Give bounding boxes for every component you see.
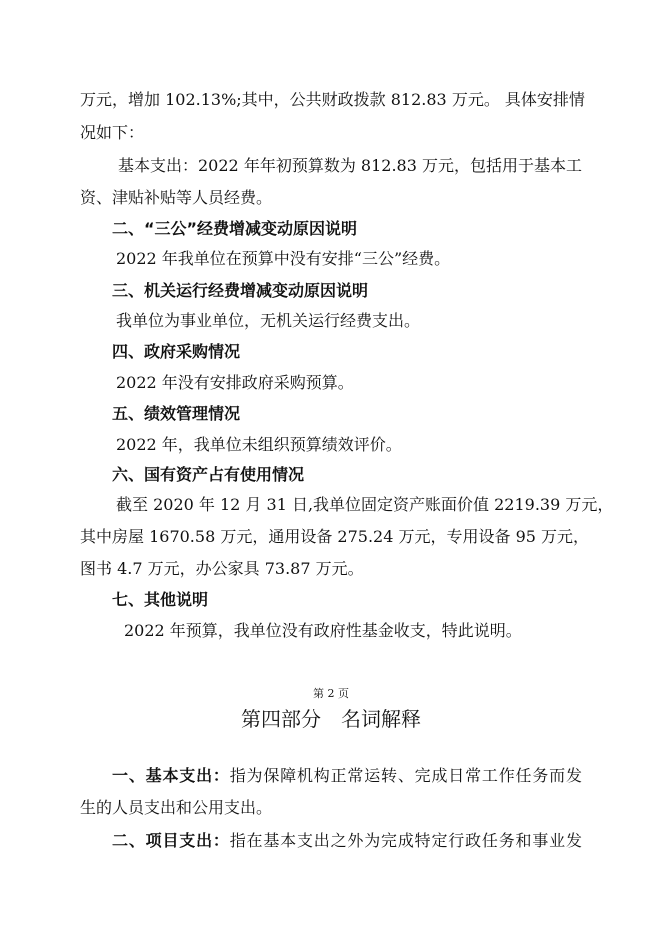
paragraph-line: 生的人员支出和公用支出。 [80, 798, 273, 817]
paragraph-line: 2022 年没有安排政府采购预算。 [116, 373, 354, 392]
term-label: 二、项目支出： [112, 831, 230, 850]
term-definition [112, 766, 582, 786]
paragraph-line: 万元，增加 102.13%;其中，公共财政拨款 812.83 万元。 具体安排情 [80, 90, 585, 109]
paragraph-line: 其中房屋 1670.58 万元，通用设备 275.24 万元，专用设备 95 万元， [80, 527, 590, 546]
paragraph-line: 2022 年，我单位未组织预算绩效评价。 [116, 435, 402, 454]
section-heading: 四、政府采购情况 [112, 342, 241, 361]
section-heading: 七、其他说明 [112, 590, 209, 609]
paragraph-line: 图书 4.7 万元，办公家具 73.87 万元。 [80, 559, 364, 578]
page-number: 第 2 页 [313, 687, 349, 700]
term-text: 指为保障机构正常运转、完成日常工作任务而发 [229, 766, 582, 785]
term-text: 指在基本支出之外为完成特定行政任务和事业发 [229, 831, 582, 850]
paragraph-line: 2022 年我单位在预算中没有安排“三公”经费。 [116, 249, 451, 268]
term-label: 一、基本支出： [112, 766, 230, 785]
paragraph-line: 况如下： [80, 123, 145, 142]
section-heading: 五、绩效管理情况 [112, 404, 241, 423]
paragraph-line: 截至 2020 年 12 月 31 日,我单位固定资产账面价值 2219.39 万元， [116, 495, 614, 514]
term-definition [112, 831, 582, 851]
part-title: 第四部分 名词解释 [241, 707, 421, 731]
section-heading: 三、机关运行经费增减变动原因说明 [112, 281, 369, 300]
section-heading: 二、“三公”经费增减变动原因说明 [112, 219, 358, 238]
paragraph-line: 2022 年预算，我单位没有政府性基金收支，特此说明。 [124, 621, 522, 640]
section-heading: 六、国有资产占有使用情况 [112, 465, 305, 484]
paragraph-line: 我单位为事业单位，无机关运行经费支出。 [116, 311, 421, 330]
paragraph-line: 资、津贴补贴等人员经费。 [80, 188, 273, 207]
paragraph-line: 基本支出：2022 年年初预算数为 812.83 万元，包括用于基本工 [118, 156, 582, 175]
